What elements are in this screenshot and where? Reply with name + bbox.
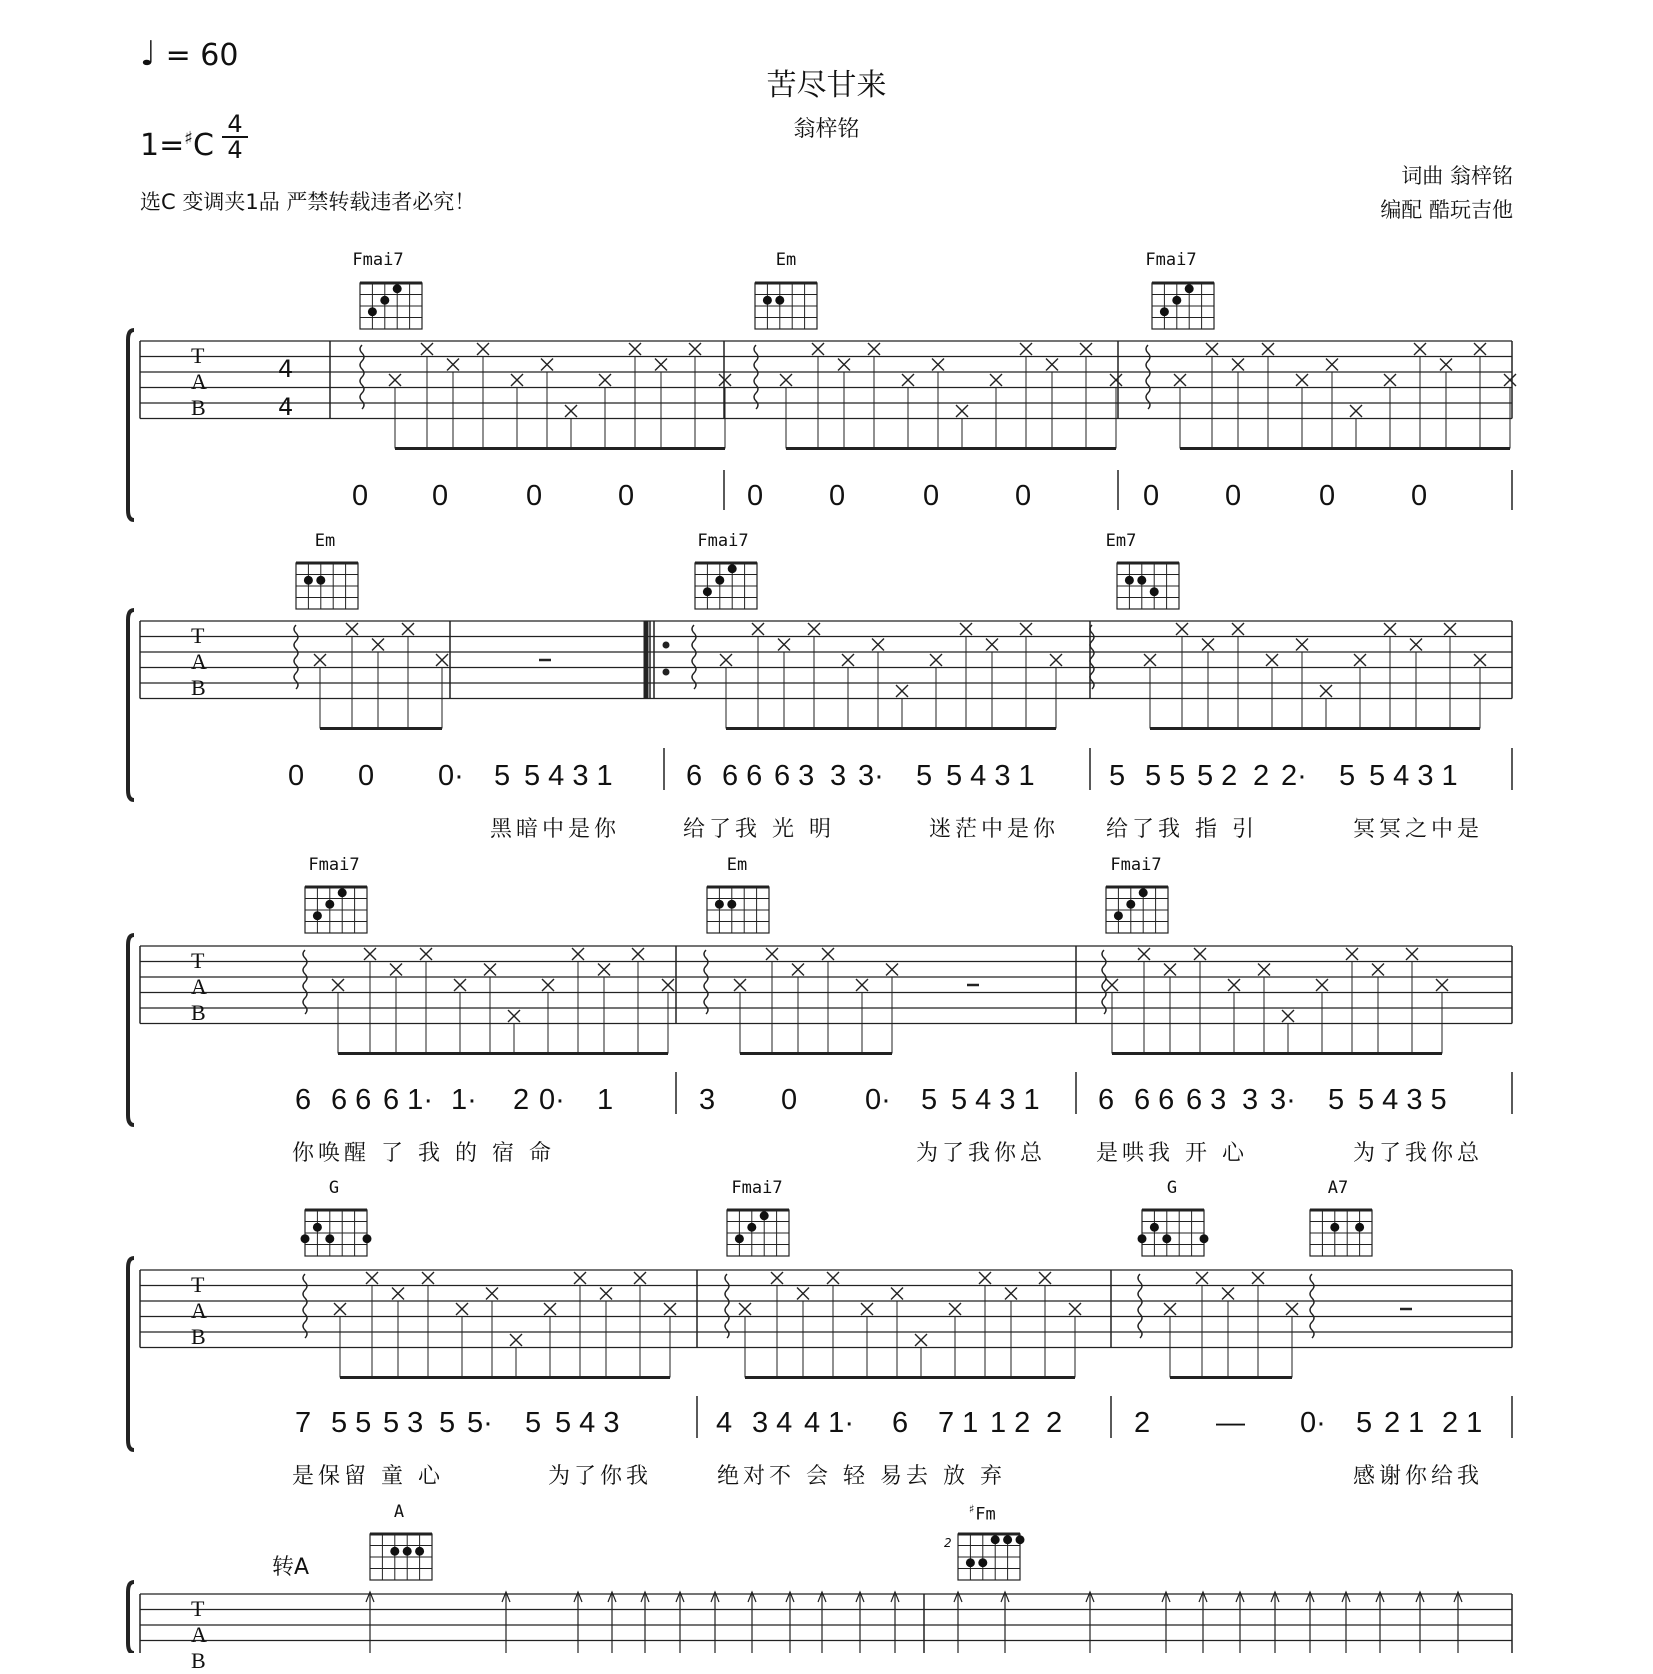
jianpu-note: 5 4 3 1 — [524, 760, 613, 792]
chord-finger-dot — [1185, 284, 1194, 293]
chord-finger-dot — [715, 576, 724, 585]
chord-finger-dot — [775, 296, 784, 305]
song-title: 苦尽甘来 — [766, 68, 887, 103]
jianpu-note: 0 — [1143, 480, 1160, 512]
jianpu-note: 6 6 — [331, 1084, 372, 1116]
chord-finger-dot — [325, 900, 334, 909]
tab-clef-letter: B — [191, 1000, 206, 1025]
jianpu-note: 0· — [1300, 1407, 1326, 1439]
jianpu-note: 5 — [921, 1084, 938, 1116]
system-bracket — [128, 610, 134, 800]
jianpu-note: 0 — [1411, 480, 1428, 512]
credit-lyric: 词曲 翁梓铭 — [1401, 164, 1513, 188]
arpeggio-mark — [704, 950, 708, 1014]
chord-name: Fmai7 — [1110, 855, 1162, 875]
chord-name: Fmai7 — [731, 1178, 783, 1198]
jianpu-note: 2 — [1134, 1407, 1151, 1439]
jianpu-measure — [295, 1084, 613, 1117]
arpeggio-mark — [303, 950, 307, 1014]
chord-finger-dot — [301, 1234, 310, 1243]
jianpu-note: 6 — [1098, 1084, 1115, 1116]
time-sig-bottom: 4 — [278, 393, 294, 421]
song-artist: 翁梓铭 — [793, 117, 860, 142]
repeat-dot — [663, 669, 670, 676]
tab-clef-letter: T — [191, 1272, 205, 1297]
tab-clef-letter: T — [191, 343, 205, 368]
jianpu-note: 5· — [467, 1407, 493, 1439]
chord-label: Fm — [975, 1504, 996, 1525]
jianpu-note: 1· — [451, 1084, 477, 1116]
chord-finger-dot — [1125, 576, 1134, 585]
sharp-icon: ♯ — [184, 128, 193, 149]
jianpu-note: 5 4 3 — [555, 1407, 620, 1439]
jianpu-note: 1 — [597, 1084, 614, 1116]
system-bracket — [128, 330, 134, 520]
chord-finger-dot — [1150, 587, 1159, 596]
chord-finger-dot — [1126, 900, 1135, 909]
chord-finger-dot — [363, 1234, 372, 1243]
fret-marker: 2 — [944, 1536, 952, 1550]
chord-name: A7 — [1327, 1178, 1349, 1198]
repeat-dot — [663, 642, 670, 649]
arpeggio-mark — [360, 345, 364, 409]
jianpu-note: 0 — [1015, 480, 1032, 512]
chord-name: Em — [726, 855, 748, 875]
jianpu-measure — [716, 1407, 1062, 1440]
jianpu-note: — — [1216, 1407, 1245, 1439]
chord-finger-dot — [978, 1558, 987, 1567]
jianpu-note: 7 — [295, 1407, 312, 1439]
capo-note: 选C 变调夹1品 严禁转载违者必究！ — [140, 190, 476, 214]
lyric-line: 感谢你给我 — [1353, 1464, 1484, 1489]
tab-time-signature — [278, 350, 293, 426]
jianpu-note: 0 — [358, 760, 375, 792]
chord-finger-dot — [728, 564, 737, 573]
lyric-line: 为了你我 — [548, 1464, 653, 1489]
lyric-line: 冥冥之中是 — [1353, 817, 1484, 842]
key-note: C — [192, 128, 214, 163]
arpeggio-mark — [294, 625, 298, 689]
key-label: 1= — [140, 128, 185, 163]
chord-finger-dot — [1172, 296, 1181, 305]
jianpu-measure — [1109, 760, 1458, 793]
jianpu-note: 5 — [1339, 760, 1356, 792]
jianpu-note: 5 — [1356, 1407, 1373, 1439]
chord-finger-dot — [1003, 1535, 1012, 1544]
jianpu-note: 3 4 — [752, 1407, 793, 1439]
tab-clef-letter: A — [191, 649, 207, 674]
time-sig-bottom: 4 — [227, 136, 243, 164]
system-bracket — [128, 1258, 134, 1450]
jianpu-note: 3 — [830, 760, 847, 792]
chord-finger-dot — [415, 1547, 424, 1556]
lyric-line: 给了我 指 引 — [1106, 817, 1258, 842]
jianpu-note: 6 — [892, 1407, 909, 1439]
jianpu-measure-2 — [747, 480, 1075, 513]
jianpu-note: 0 — [1319, 480, 1336, 512]
tab-clef-letter: A — [191, 369, 207, 394]
arpeggio-mark — [1310, 1274, 1314, 1338]
chord-name: A — [393, 1502, 405, 1522]
tab-clef-letter: B — [191, 1324, 206, 1349]
jianpu-note: 2 — [1253, 760, 1270, 792]
system-bracket — [128, 1582, 134, 1653]
jianpu-measure — [288, 760, 613, 793]
chord-finger-dot — [1162, 1234, 1171, 1243]
jianpu-note: 7 1 — [938, 1407, 979, 1439]
jianpu-note: 5 — [439, 1407, 456, 1439]
jianpu-note: 0· — [438, 760, 464, 792]
chord-finger-dot — [727, 900, 736, 909]
chord-name: Em — [775, 250, 797, 270]
chord-finger-dot — [735, 1234, 744, 1243]
chord-finger-dot — [380, 296, 389, 305]
sharp-icon: ♯ — [968, 1502, 976, 1516]
jianpu-note: 2 1 — [1384, 1407, 1425, 1439]
jianpu-note: 2 1 — [1442, 1407, 1483, 1439]
arpeggio-mark — [303, 1274, 307, 1338]
jianpu-note: 2 — [513, 1084, 530, 1116]
jianpu-note: 0 — [781, 1084, 798, 1116]
jianpu-note: 5 4 3 5 — [1358, 1084, 1447, 1116]
chord-name-fsharp-minor — [968, 1502, 996, 1525]
tab-clef-letter: A — [191, 974, 207, 999]
lyric-line: 绝对不 会 轻 易去 放 弃 — [717, 1464, 1006, 1489]
jianpu-note: 6 — [295, 1084, 312, 1116]
chord-finger-dot — [304, 576, 313, 585]
chord-name: Em — [314, 531, 336, 551]
jianpu-note: 5 — [916, 760, 933, 792]
chord-finger-dot — [390, 1547, 399, 1556]
jianpu-note: 0 — [618, 480, 635, 512]
chord-finger-dot — [1137, 576, 1146, 585]
system-bracket — [128, 935, 134, 1125]
jianpu-note: 0 — [288, 760, 305, 792]
jianpu-note: 6 3 — [774, 760, 815, 792]
chord-name: Fmai7 — [308, 855, 360, 875]
time-sig-top: 4 — [278, 355, 294, 383]
tab-clef-letter: B — [191, 1648, 206, 1673]
jianpu-measure — [1098, 1084, 1447, 1117]
jianpu-note: 0 — [1225, 480, 1242, 512]
jianpu-note: 0 — [923, 480, 940, 512]
jianpu-note: 2· — [1281, 760, 1307, 792]
jianpu-note: 6 — [686, 760, 703, 792]
chord-finger-dot — [1016, 1535, 1025, 1544]
lyric-line: 你唤醒 了 我 的 宿 命 — [292, 1141, 555, 1166]
chord-finger-dot — [1150, 1223, 1159, 1232]
chord-name: Fmai7 — [352, 250, 404, 270]
jianpu-note: 0· — [539, 1084, 565, 1116]
tab-clef-letter: T — [191, 623, 205, 648]
jianpu-note: 1 2 — [990, 1407, 1031, 1439]
tempo-value: = 60 — [165, 38, 239, 73]
jianpu-note: 5 — [1328, 1084, 1345, 1116]
jianpu-measure — [295, 1407, 620, 1440]
chord-finger-dot — [763, 296, 772, 305]
chord-finger-dot — [313, 911, 322, 920]
jianpu-measure — [1134, 1407, 1482, 1440]
chord-name: Fmai7 — [1145, 250, 1197, 270]
jianpu-note: 5 3 — [383, 1407, 424, 1439]
jianpu-note: 0· — [865, 1084, 891, 1116]
chord-finger-dot — [1330, 1223, 1339, 1232]
key-change-label: 转A — [272, 1555, 310, 1580]
chord-finger-dot — [703, 587, 712, 596]
jianpu-note: 5 5 — [1145, 760, 1186, 792]
quarter-note-icon: ♩ — [140, 34, 157, 74]
tab-clef-letter: A — [191, 1622, 207, 1647]
jianpu-note: 5 — [525, 1407, 542, 1439]
chord-finger-dot — [313, 1223, 322, 1232]
jianpu-note: 4 — [716, 1407, 733, 1439]
chord-name: G — [328, 1178, 340, 1198]
jianpu-note: 6 3 — [1186, 1084, 1227, 1116]
jianpu-measure — [699, 1084, 1040, 1117]
chord-finger-dot — [991, 1535, 1000, 1544]
lyric-line: 给了我 光 明 — [683, 817, 835, 842]
jianpu-note: 2 — [1046, 1407, 1063, 1439]
tab-clef-letter: B — [191, 395, 206, 420]
arpeggio-mark — [1102, 950, 1106, 1014]
chord-finger-dot — [747, 1223, 756, 1232]
chord-finger-dot — [760, 1211, 769, 1220]
chord-finger-dot — [316, 576, 325, 585]
arpeggio-mark — [1146, 345, 1150, 409]
chord-finger-dot — [368, 307, 377, 316]
jianpu-note: 5 2 — [1197, 760, 1238, 792]
chord-name: Em7 — [1105, 531, 1137, 551]
lyric-line: 黑暗中是你 — [490, 817, 621, 842]
tab-clef-letter: A — [191, 1298, 207, 1323]
arpeggio-mark — [725, 1274, 729, 1338]
chord-finger-dot — [1160, 307, 1169, 316]
jianpu-note: 0 — [352, 480, 369, 512]
lyric-line: 是保留 童 心 — [292, 1464, 444, 1489]
jianpu-note: 5 4 3 1 — [1369, 760, 1458, 792]
chord-finger-dot — [966, 1558, 975, 1567]
jianpu-note: 0 — [526, 480, 543, 512]
lyric-line: 迷茫中是你 — [929, 817, 1060, 842]
lyric-line: 是哄我 开 心 — [1096, 1141, 1248, 1166]
credit-arrange: 编配 酷玩吉他 — [1380, 198, 1513, 222]
chord-finger-dot — [338, 888, 347, 897]
jianpu-measure-1 — [352, 480, 688, 513]
lyric-line: 为了我你总 — [1353, 1141, 1484, 1166]
jianpu-note: 6 6 — [1134, 1084, 1175, 1116]
tab-clef-letter: T — [191, 948, 205, 973]
jianpu-note: 5 4 3 1 — [946, 760, 1035, 792]
time-sig-top: 4 — [227, 110, 243, 138]
jianpu-note: 5 5 — [331, 1407, 372, 1439]
jianpu-note: 0 — [432, 480, 449, 512]
tab-clef-letter: T — [191, 1596, 205, 1621]
arpeggio-mark — [692, 625, 696, 689]
arpeggio-mark — [754, 345, 758, 409]
jianpu-note: 4 1· — [804, 1407, 854, 1439]
jianpu-note: 6 1· — [383, 1084, 433, 1116]
jianpu-note: 3 — [1242, 1084, 1259, 1116]
jianpu-note: 3· — [1270, 1084, 1296, 1116]
jianpu-note: 0 — [829, 480, 846, 512]
chord-finger-dot — [325, 1234, 334, 1243]
chord-finger-dot — [1139, 888, 1148, 897]
chord-finger-dot — [1138, 1234, 1147, 1243]
jianpu-note: 5 — [1109, 760, 1126, 792]
jianpu-note: 3 — [699, 1084, 716, 1116]
chord-finger-dot — [1355, 1223, 1364, 1232]
jianpu-note: 6 6 — [722, 760, 763, 792]
tab-clef-letter: B — [191, 675, 206, 700]
chord-finger-dot — [393, 284, 402, 293]
chord-name: G — [1166, 1178, 1178, 1198]
arpeggio-mark — [1138, 1274, 1142, 1338]
jianpu-measure — [686, 760, 1035, 793]
chord-finger-dot — [1114, 911, 1123, 920]
jianpu-note: 3· — [858, 760, 884, 792]
chord-finger-dot — [1200, 1234, 1209, 1243]
jianpu-note: 0 — [747, 480, 764, 512]
lyric-line: 为了我你总 — [916, 1141, 1047, 1166]
jianpu-note: 5 — [494, 760, 511, 792]
chord-finger-dot — [403, 1547, 412, 1556]
jianpu-note: 5 4 3 1 — [951, 1084, 1040, 1116]
jianpu-measure-3 — [1143, 480, 1451, 513]
chord-name: Fmai7 — [697, 531, 749, 551]
chord-finger-dot — [715, 900, 724, 909]
